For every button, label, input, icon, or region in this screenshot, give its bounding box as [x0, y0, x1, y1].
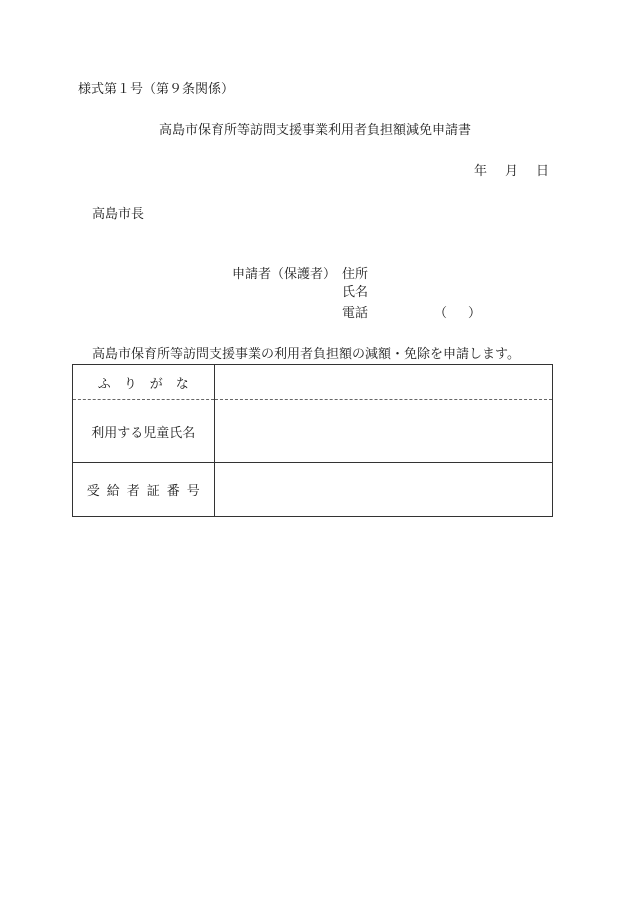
recipient-number-input[interactable]	[214, 463, 552, 517]
form-number: 様式第１号（第９条関係）	[78, 82, 235, 97]
application-table	[72, 364, 553, 517]
recipient-number-label: 受給者証番号	[86, 484, 207, 499]
document-title: 高島市保育所等訪問支援事業利用者負担額減免申請書	[158, 123, 471, 138]
phone-label: 電話	[342, 306, 369, 321]
table-row-furigana	[73, 365, 553, 400]
date-line	[474, 164, 549, 180]
table-row-child-name	[73, 400, 553, 463]
child-name-label: 利用する児童氏名	[73, 400, 215, 463]
child-name-input[interactable]	[214, 400, 552, 463]
date-day-label: 日	[536, 164, 550, 179]
phone-paren-open: （	[434, 306, 448, 321]
addressee: 高島市長	[92, 207, 145, 222]
application-statement: 高島市保育所等訪問支援事業の利用者負担額の減額・免除を申請します。	[92, 347, 520, 362]
table-row-recipient-number	[73, 463, 553, 517]
recipient-number-label-cell	[73, 463, 215, 517]
name-label: 氏名	[342, 285, 369, 300]
date-year-label: 年	[474, 164, 488, 179]
furigana-input[interactable]	[214, 365, 552, 400]
date-month-label: 月	[505, 164, 519, 179]
applicant-label: 申請者（保護者）	[232, 267, 337, 282]
phone-paren-close: ）	[468, 306, 482, 321]
furigana-label: ふりがな	[97, 376, 202, 392]
address-label: 住所	[342, 267, 369, 282]
furigana-label-cell	[73, 365, 215, 400]
